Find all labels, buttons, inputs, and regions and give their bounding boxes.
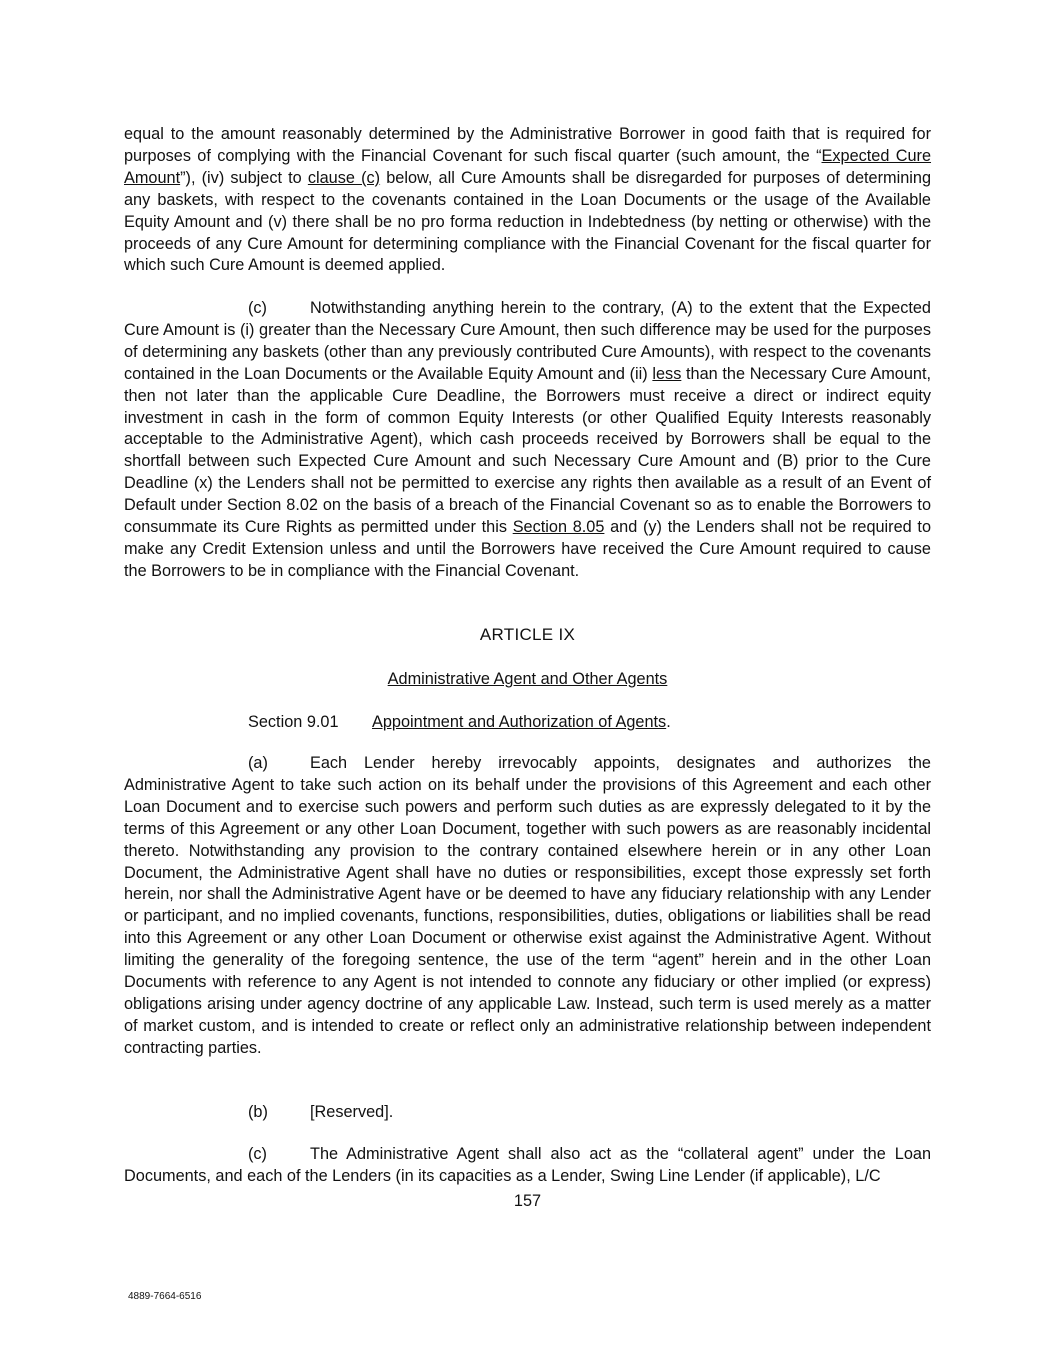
defined-term-expected-cure-amount: Expected Cure Amount xyxy=(124,146,932,187)
paragraph-text: equal to the amount reasonably determined by the Administrative Borrower in good faith that is required for purposes of complying with the Financial Covenant for such fiscal quarter (such amount, the “ xyxy=(124,125,931,165)
document-id: 4889-7664-6516 xyxy=(128,1291,202,1302)
article-subtitle xyxy=(124,668,931,690)
paragraph-text: and (y) the Lenders shall not be required to make any Credit Extension unless and until the Borrowers have received the Cure Amount required to cause the Borrowers to be in compliance with the Financial Covenant. xyxy=(124,518,931,580)
underlined-less: less xyxy=(652,364,682,383)
paragraph-label: (b) xyxy=(248,1103,268,1121)
paragraph-text: than the Necessary Cure Amount, then not later than the applicable Cure Deadline, the Borrowers must receive a direct or indirect equity investment in cash in the form of common Equity Interests (or other Qualified Equity Interests reasonably acceptable to the Administrative Agent), which cash proceeds received by Borrowers shall be equal to the shortfall between such Expected Cure Amount and such Necessary Cure Amount and (B) prior to the Cure Deadline (x) the Lenders shall not be permitted to exercise any rights then available as a result of an Event of Default under Section 8.02 on the basis of a breach of the Financial Covenant so as to enable the Borrowers to consummate its Cure Rights as permitted under this xyxy=(124,364,932,537)
clause-c-reference: clause (c) xyxy=(307,168,381,187)
paragraph-text: below, all Cure Amounts shall be disregarded for purposes of determining any baskets, with respect to the covenants contained in the Loan Documents or the usage of the Available Equity Amount and (v) there shall be no pro forma reduction in Indebtedness (by netting or otherwise) with the proceeds of any Cure Amount for determining compliance with the Financial Covenant for the fiscal quarter for which such Cure Amount is deemed applied. xyxy=(124,168,931,275)
paragraph-text: ”), (iv) subject to xyxy=(180,168,308,187)
section-number: Section 9.01 xyxy=(248,713,339,731)
paragraph-text: Notwithstanding anything herein to the contrary, (A) to the extent that the Expected Cure Amount is (i) greater than the Necessary Cure Amount, then such difference may be used for the purposes of determining any baskets (other than any previously contributed Cure Amounts), with respect to the covenants contained in the Loan Documents or the Available Equity Amount and (ii) xyxy=(124,299,931,383)
paragraph-text: [Reserved]. xyxy=(310,1103,394,1121)
section-heading xyxy=(248,711,671,733)
paragraph-cure-amount-continuation xyxy=(124,124,931,277)
section-title: Appointment and Authorization of Agents xyxy=(372,713,667,731)
paragraph-label: (a) xyxy=(248,754,268,772)
paragraph-text: The Administrative Agent shall also act as the “collateral agent” under the Loan Documents, and each of the Lenders (in its capacities as a Lender, Swing Line Lender (if applicable), L/C xyxy=(124,1145,931,1185)
paragraph-c-collateral-agent xyxy=(124,1144,931,1188)
paragraph-a-appointment xyxy=(124,753,931,1060)
paragraph-c-cure-rights xyxy=(124,298,931,583)
paragraph-b-reserved xyxy=(124,1102,931,1124)
paragraph-label: (c) xyxy=(248,1145,267,1163)
section-title-period: . xyxy=(666,713,671,731)
article-subtitle-text: Administrative Agent and Other Agents xyxy=(387,670,668,688)
paragraph-label: (c) xyxy=(248,299,267,317)
article-title: ARTICLE IX xyxy=(479,625,576,644)
section-8-05-reference: Section 8.05 xyxy=(512,518,605,537)
paragraph-text: Each Lender hereby irrevocably appoints, designates and authorizes the Administrative Agent to take such action on its behalf under the provisions of this Agreement and each other Loan Document and to exercise such powers and perform such duties as are expressly delegated to it by the terms of this Agreement or any other Loan Document, together with such powers as are reasonably incidental thereto. Notwithstanding any provision to the contrary contained elsewhere herein or in any other Loan Document, the Administrative Agent shall have no duties or responsibilities, except those expressly set forth herein, nor shall the Administrative Agent have or be deemed to have any fiduciary relationship with any Lender or participant, and no implied covenants, functions, responsibilities, duties, obligations or liabilities shall be read into this Agreement or any other Loan Document or otherwise exist against the Administrative Agent. Without limiting the generality of the foregoing sentence, the use of the term “agent” herein and in the other Loan Documents with reference to any Agent is not intended to connote any fiduciary or other implied (or express) obligations arising under agency doctrine of any applicable Law. Instead, such term is used merely as a matter of market custom, and is intended to create or reflect only an administrative relationship between independent contracting parties. xyxy=(124,754,931,1057)
page-number: 157 xyxy=(513,1192,542,1210)
